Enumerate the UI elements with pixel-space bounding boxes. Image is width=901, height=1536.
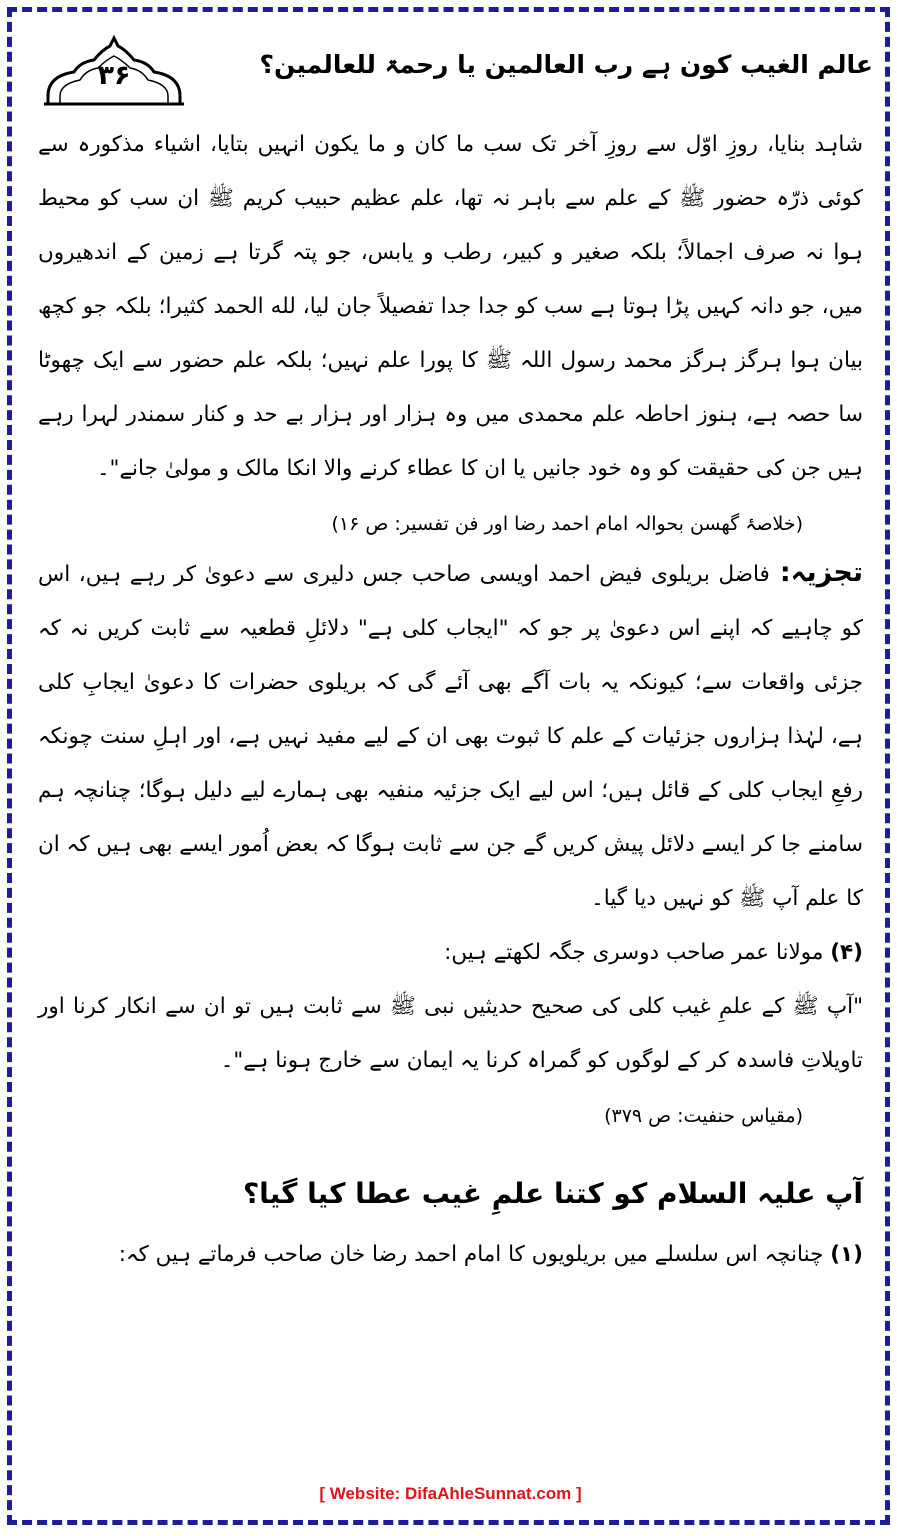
quote-paragraph: "آپ ﷺ کے علمِ غیب کلی کی صحیح حدیثیں نبی ﷺ سے ثابت ہیں تو ان سے انکار کرنا اور تاویلاتِ فاسدہ کر کے لوگوں کو گمراہ کرنا یہ ایمان سے خارج ہونا ہے"۔ <box>38 994 863 1073</box>
item-1-number: (۱) <box>830 1242 863 1267</box>
item-1 <box>38 1228 863 1282</box>
section-heading: آپ علیہ السلام کو کتنا علمِ غیب عطا کیا گیا؟ <box>242 1177 863 1210</box>
item-4-number: (۴) <box>830 940 863 965</box>
citation-1: (خلاصۂ گھسن بحوالہ امام احمد رضا اور فن تفسیر: ص ۱۶) <box>331 513 803 535</box>
website-link[interactable]: [ Website: DifaAhleSunnat.com ] <box>319 1484 582 1503</box>
page-number: ۳۶ <box>97 60 131 91</box>
citation-2: (مقیاس حنفیت: ص ۳۷۹) <box>604 1105 803 1127</box>
page-header <box>44 32 879 112</box>
item-1-text: چنانچہ اس سلسلے میں بریلویوں کا امام احمد رضا خان صاحب فرماتے ہیں کہ: <box>118 1242 824 1267</box>
page-body <box>38 118 863 1282</box>
page-footer <box>0 1484 901 1504</box>
analysis-label: تجزیہ: <box>779 557 863 588</box>
analysis-text: فاضل بریلوی فیض احمد اویسی صاحب جس دلیری سے دعویٰ کر رہے ہیں، اس کو چاہیے کہ اپنے اس دعویٰ پر جو کہ "ایجاب کلی ہے" دلائلِ قطعیہ سے ثابت کریں نہ کہ جزئی واقعات سے؛ کیونکہ یہ بات آگے بھی آئے گی کہ بریلوی حضرات کا دعویٰ ایجابِ کلی ہے، لہٰذا ہزاروں جزئیات کے علم کا ثبوت بھی ان کے لیے مفید نہیں ہے، اور اہلِ سنت چونکہ رفعِ ایجاب کلی کے قائل ہیں؛ اس لیے ایک جزئیہ منفیہ بھی ہمارے لیے دلیل ہوگا؛ چنانچہ ہم سامنے جا کر ایسے دلائل پیش کریں گے جن سے ثابت ہوگا کہ بعض اُمور ایسے بھی ہیں کہ ان کا علم آپ ﷺ کو نہیں دیا گیا۔ <box>38 562 863 911</box>
page-number-badge <box>44 32 184 112</box>
paragraph-1: شاہد بنایا، روزِ اوّل سے روزِ آخر تک سب ما کان و ما یکون انہیں بتایا، اشیاء مذکورہ سے کوئی ذرّہ حضور ﷺ کے علم سے باہر نہ تھا، علم عظیم حبیب کریم ﷺ ان سب کو محیط ہوا نہ صرف اجمالاً؛ بلکہ صغیر و کبیر، رطب و یابس، جو پتہ گرتا ہے زمین کے اندھیروں میں، جو دانہ کہیں پڑا ہوتا ہے سب کو جدا جدا تفصیلاً جان لیا، لله الحمد کثیرا؛ بلکہ جو کچھ بیان ہوا ہرگز ہرگز محمد رسول اللہ ﷺ کا پورا علم نہیں؛ بلکہ علم حضور سے ایک چھوٹا سا حصہ ہے، ہنوز احاطہ علم محمدی میں وہ ہزار اور ہزار بے حد و کنار سمندر لہرا رہے ہیں جن کی حقیقت کو وہ خود جانیں یا ان کا عطاء کرنے والا انکا مالک و مولیٰ جانے"۔ <box>38 132 863 481</box>
item-4-intro: مولانا عمر صاحب دوسری جگہ لکھتے ہیں: <box>444 940 824 965</box>
paragraph-analysis <box>38 546 863 926</box>
running-title: عالم الغیب کون ہے رب العالمین یا رحمۃ للعالمین؟ <box>259 50 873 79</box>
item-4 <box>38 926 863 980</box>
